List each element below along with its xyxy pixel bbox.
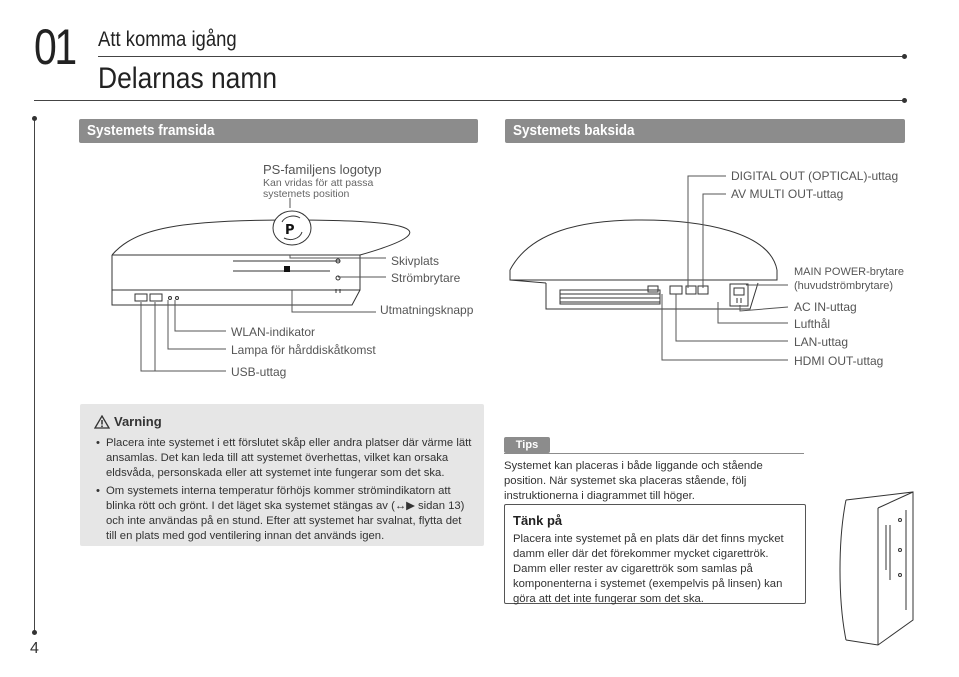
chapter-number: 01 <box>34 19 75 75</box>
tips-tab: Tips <box>504 437 550 453</box>
ac-in-label: AC IN-uttag <box>794 300 857 314</box>
hdmi-label: HDMI OUT-uttag <box>794 354 884 368</box>
notice-text: Placera inte systemet på en plats där det finns mycket damm eller där det förekommer mycket cigarettrök. Damm eller rester av cigarettrök som samlas på komponenterna i systemet (exempelvis på linsen) kan göra att det inte fungerar som det ska. <box>513 533 784 605</box>
warning-triangle-icon <box>94 415 110 429</box>
digital-out-label: DIGITAL OUT (OPTICAL)-uttag <box>731 169 899 183</box>
logo-label: PS-familjens logotyp <box>263 162 382 177</box>
vertical-console-illustration <box>828 480 928 650</box>
back-section-bar: Systemets baksida <box>505 119 905 143</box>
warning-item: • Om systemets interna temperatur förhöjs kommer strömindikatorn att blinka rött och grönt. I det läget ska systemet stängas av (↔▶ sidan 13) och inte användas på en stund. Efter att systemet har svalnat, flytta det till en plats med god ventilering innan det används igen. <box>106 484 474 544</box>
tips-text: Systemet kan placeras i både liggande och stående position. När systemet ska placeras stående, följ instruktionerna i diagrammet till höger. <box>504 460 763 502</box>
disc-slot-label: Skivplats <box>391 254 440 268</box>
warning-box <box>80 404 484 546</box>
logo-note: Kan vridas för att passa systemets position <box>263 177 374 200</box>
power-button-label: Strömbrytare <box>391 271 461 285</box>
warning-heading <box>94 414 474 429</box>
warning-item: • Placera inte systemet i ett förslutet skåp eller andra platser där värme lätt ansamlas. Det kan leda till att systemet överhettas, vilket kan orsaka eldsvåda, personskada eller att systemet inte fungerar som det ska. <box>106 436 474 481</box>
main-power-note: (huvudströmbrytare) <box>794 280 894 292</box>
back-console-illustration <box>510 220 777 309</box>
warning-title: Varning <box>114 414 162 429</box>
chapter-title: Att komma igång <box>98 28 237 51</box>
tips-divider <box>504 453 804 454</box>
usb-port-label: USB-uttag <box>231 365 287 379</box>
wlan-indicator-label: WLAN-indikator <box>231 325 316 339</box>
notice-box <box>504 504 806 604</box>
warning-list <box>90 436 474 544</box>
lan-label: LAN-uttag <box>794 335 849 349</box>
av-multi-out-label: AV MULTI OUT-uttag <box>731 187 844 201</box>
eject-button-label: Utmatningsknapp <box>380 303 474 317</box>
main-power-label: MAIN POWER-brytare <box>794 266 905 278</box>
vent-label: Lufthål <box>794 317 831 331</box>
hdd-lamp-label: Lampa för hårddiskåtkomst <box>231 343 376 357</box>
notice-title: Tänk på <box>513 513 563 528</box>
page-title: Delarnas namn <box>98 62 278 95</box>
front-section-bar: Systemets framsida <box>79 119 478 143</box>
margin-dot-bottom <box>32 630 37 635</box>
page-number: 4 <box>30 640 39 657</box>
svg-text:P: P <box>285 223 295 238</box>
